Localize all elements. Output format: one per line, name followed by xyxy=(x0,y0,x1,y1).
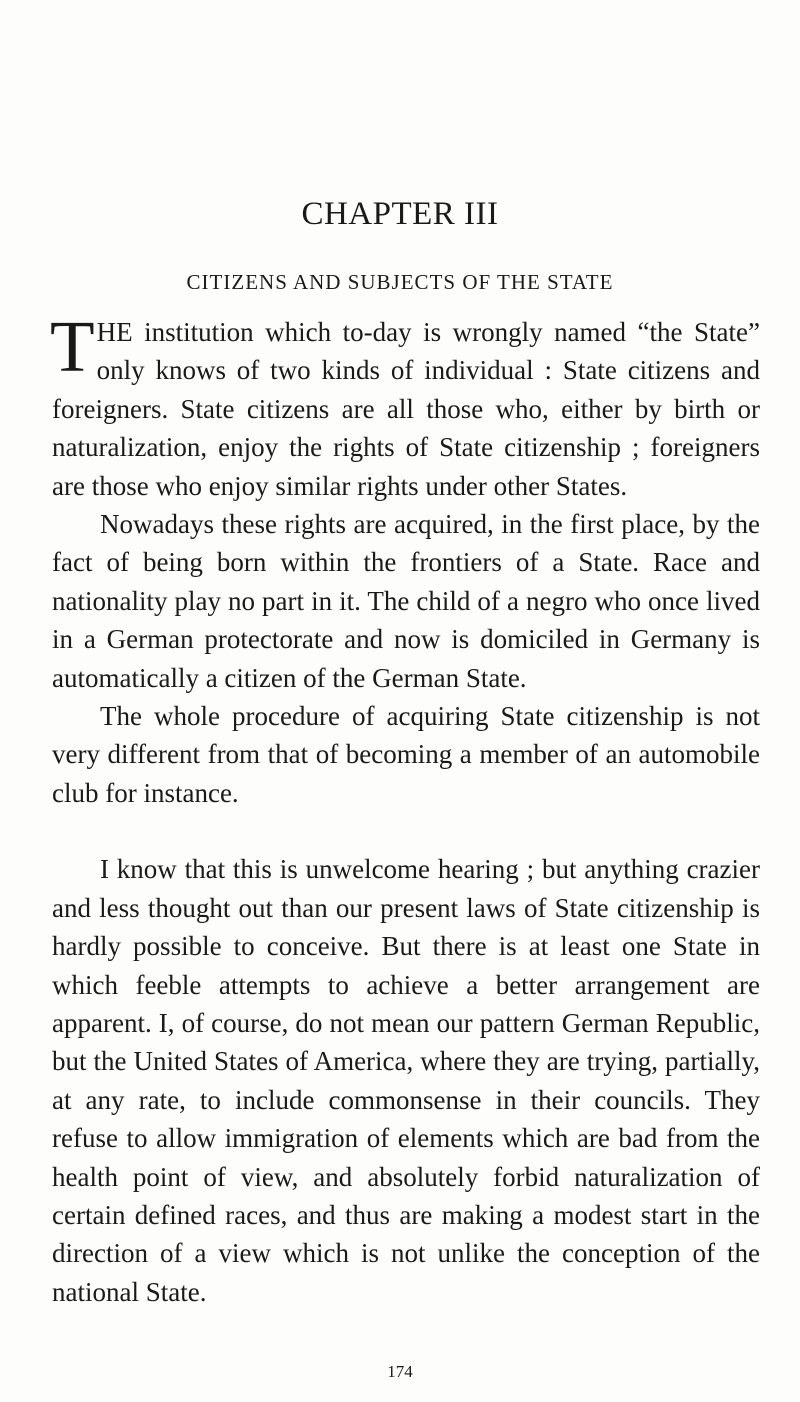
paragraph-2: Nowadays these rights are acquired, in the first place, by the fact of being born within the frontiers of a State. Race and nationality play no part in it. The child of a negro who once lived in a German protectorate and now is domiciled in Germany is automatically a citizen of the German State. xyxy=(52,509,760,693)
body-text xyxy=(50,306,760,1311)
drop-cap: T xyxy=(50,306,95,387)
paragraph-1 xyxy=(50,306,760,505)
paragraph-1-text: HE institution which to-day is wrongly named “the State” only knows of two kinds of individual : State citizens and foreigners. State citizens are all those who, either by birth or naturalization, enjoy the rights of State citizenship ; foreigners are those who enjoy similar rights under other States. xyxy=(52,317,760,501)
chapter-title: CITIZENS AND SUBJECTS OF THE STATE xyxy=(186,270,614,294)
page-number: 174 xyxy=(387,1362,413,1381)
paragraph-3: The whole procedure of acquiring State citizenship is not very different from that of becoming a member of an automobile club for instance. xyxy=(52,701,760,808)
chapter-heading: CHAPTER III xyxy=(301,196,499,232)
paragraph-4: I know that this is unwelcome hearing ; but anything crazier and less thought out than our present laws of State citizenship is hardly possible to conceive. But there is at least one State in which feeble attempts to achieve a better arrangement are apparent. I, of course, do not mean our pattern German Republic, but the United States of America, where they are trying, partially, at any rate, to include commonsense in their councils. They refuse to allow immigration of elements which are bad from the health point of view, and absolutely forbid naturalization of certain defined races, and thus are making a modest start in the direction of a view which is not unlike the conception of the national State. xyxy=(52,854,760,1307)
